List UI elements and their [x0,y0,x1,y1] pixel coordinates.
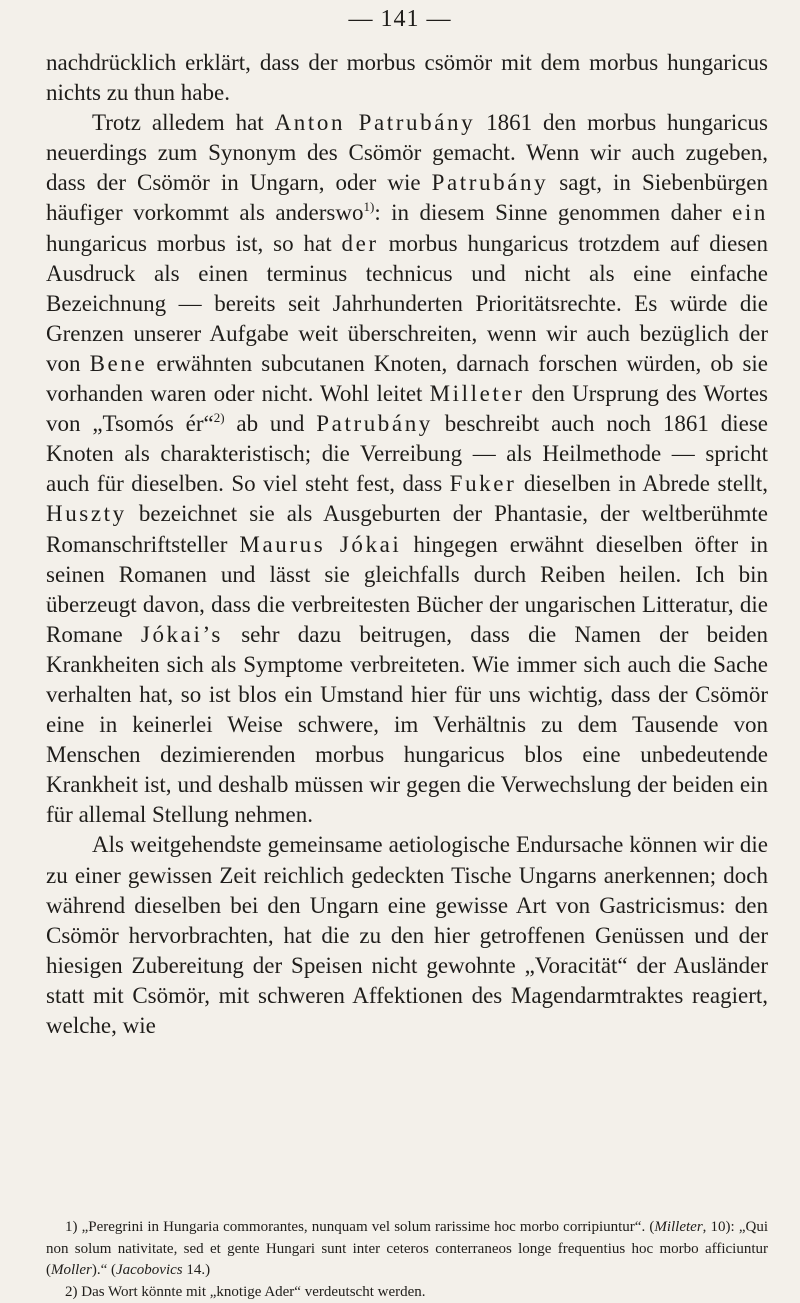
text-run: sagt, in Siebenbürgen häufiger vorkommt als anderswo [46,170,768,226]
text-run: : in diesem Sinne genommen daher [374,200,733,226]
spaced-name: Huszty [46,501,127,527]
text-run: 1861 den morbus hungaricus neuerdings zum Synonym des Csömör gemacht. Wenn wir auch zugeben, dass der Csömör in Ungarn, oder wie [46,110,768,196]
footnote [46,1282,768,1303]
paragraph [46,48,768,108]
text-run: , 10): „Qui non solum nativitate, sed et gente Hungari sunt inter ceteros conterraneos longe frequentius hoc morbo afficiuntur ( [46,1219,768,1278]
text-run: 2) Das Wort könnte mit „knotige Ader“ verdeutscht werden. [65,1283,426,1300]
spaced-name: Patrubány [431,170,549,196]
spaced-name: Bene [89,350,148,376]
spaced-name: Fuker [449,471,517,497]
footnote-ref: 2) [213,410,225,426]
spaced-name: Milleter [429,381,525,407]
footnote [46,1217,768,1282]
spaced-name: ein [732,200,768,226]
text-run: Trotz alledem hat [92,110,275,136]
text-run: ).“ ( [91,1262,116,1278]
paragraph [46,108,768,830]
text-run: Als weitgehendste gemeinsame aetiologische Endursache können wir die zu einer gewissen Zeit reichlich gedeckten Tische Ungarns anerkennen; doch während dieselben bei den Ungarn eine gewisse Art von Gastricismus: den Csömör hervorbrachten, hat die zu den hier getroffenen Genüssen und der hiesigen Zubereitung der Speisen nicht gewohnte „Voracität“ der Ausländer statt mit Csömör, mit schweren Affektionen des Magendarmtraktes reagiert, welche, wie [46,832,768,1038]
italic-citation: Milleter [654,1219,703,1235]
page-number: — 141 — [348,6,452,32]
spaced-name: Maurus Jókai [239,531,402,557]
italic-citation: Jacobovics [115,1262,183,1278]
text-run: hingegen erwähnt dieselben öfter in seinen Romanen und lässt sie gleichfalls durch Reiben heilen. Ich bin überzeugt davon, dass die verbreitesten Bücher der ungarischen Litteratur, die Romane [46,531,768,647]
text-run: dieselben in Abrede stellt, [516,471,768,497]
text-run: ab und [224,411,317,437]
text-run: den Ursprung des Wortes von „Tsomós ér“ [46,381,769,437]
text-run: morbus hungaricus trotzdem auf diesen Ausdruck als einen terminus technicus und nicht als eine einfache Bezeichnung — bereits seit Jahrhunderten Prioritätsrechte. Es würde die Grenzen unserer Aufgabe weit überschreiten, wenn wir auch bezüglich der von [46,230,769,376]
text-run: hungaricus morbus ist, so hat [46,230,342,256]
italic-citation: Moller [51,1262,92,1278]
text-run: sehr dazu beitrugen, dass die Namen der beiden Krankheiten sich als Symptome verbreiteten. Wie immer sich auch die Sache verhalten hat, so ist blos ein Umstand hier für uns wichtig, dass der Csömör eine in keinerlei Weise schwere, im Verhältnis zu dem Tausende von Menschen dezimierenden morbus hungaricus blos eine unbedeutende Krankheit ist, und deshalb müssen wir gegen die Verwechslung der beiden ein für allemal Stellung nehmen. [46,621,768,828]
text-run: beschreibt auch noch 1861 diese Knoten als charakteristisch; die Verreibung — als Heilmethode — spricht auch für dieselben. So viel steht fest, dass [46,411,768,497]
text-run: bezeichnet sie als Ausgeburten der Phantasie, der weltberühmte Romanschriftsteller [46,501,768,557]
spaced-name: Patrubány [316,411,433,437]
text-run: erwähnten subcutanen Knoten, darnach forschen würden, ob sie vorhanden waren oder nicht. Wohl leitet [46,350,769,407]
spaced-name: der [341,230,379,256]
paragraph [46,830,768,1041]
spaced-name: Jókai’s [140,621,223,647]
footnotes [46,1217,768,1303]
text-run: nachdrücklich erklärt, dass der morbus csömör mit dem morbus hungaricus nichts zu thun habe. [46,50,768,106]
text-run: 1) „Peregrini in Hungaria commorantes, nunquam vel solum rarissime hoc morbo corripiuntur“. ( [65,1219,655,1235]
spaced-name: Anton Patrubány [274,110,476,136]
footnote-ref: 1) [363,199,375,215]
text-run: 14.) [182,1262,211,1278]
body-text [46,48,768,1041]
